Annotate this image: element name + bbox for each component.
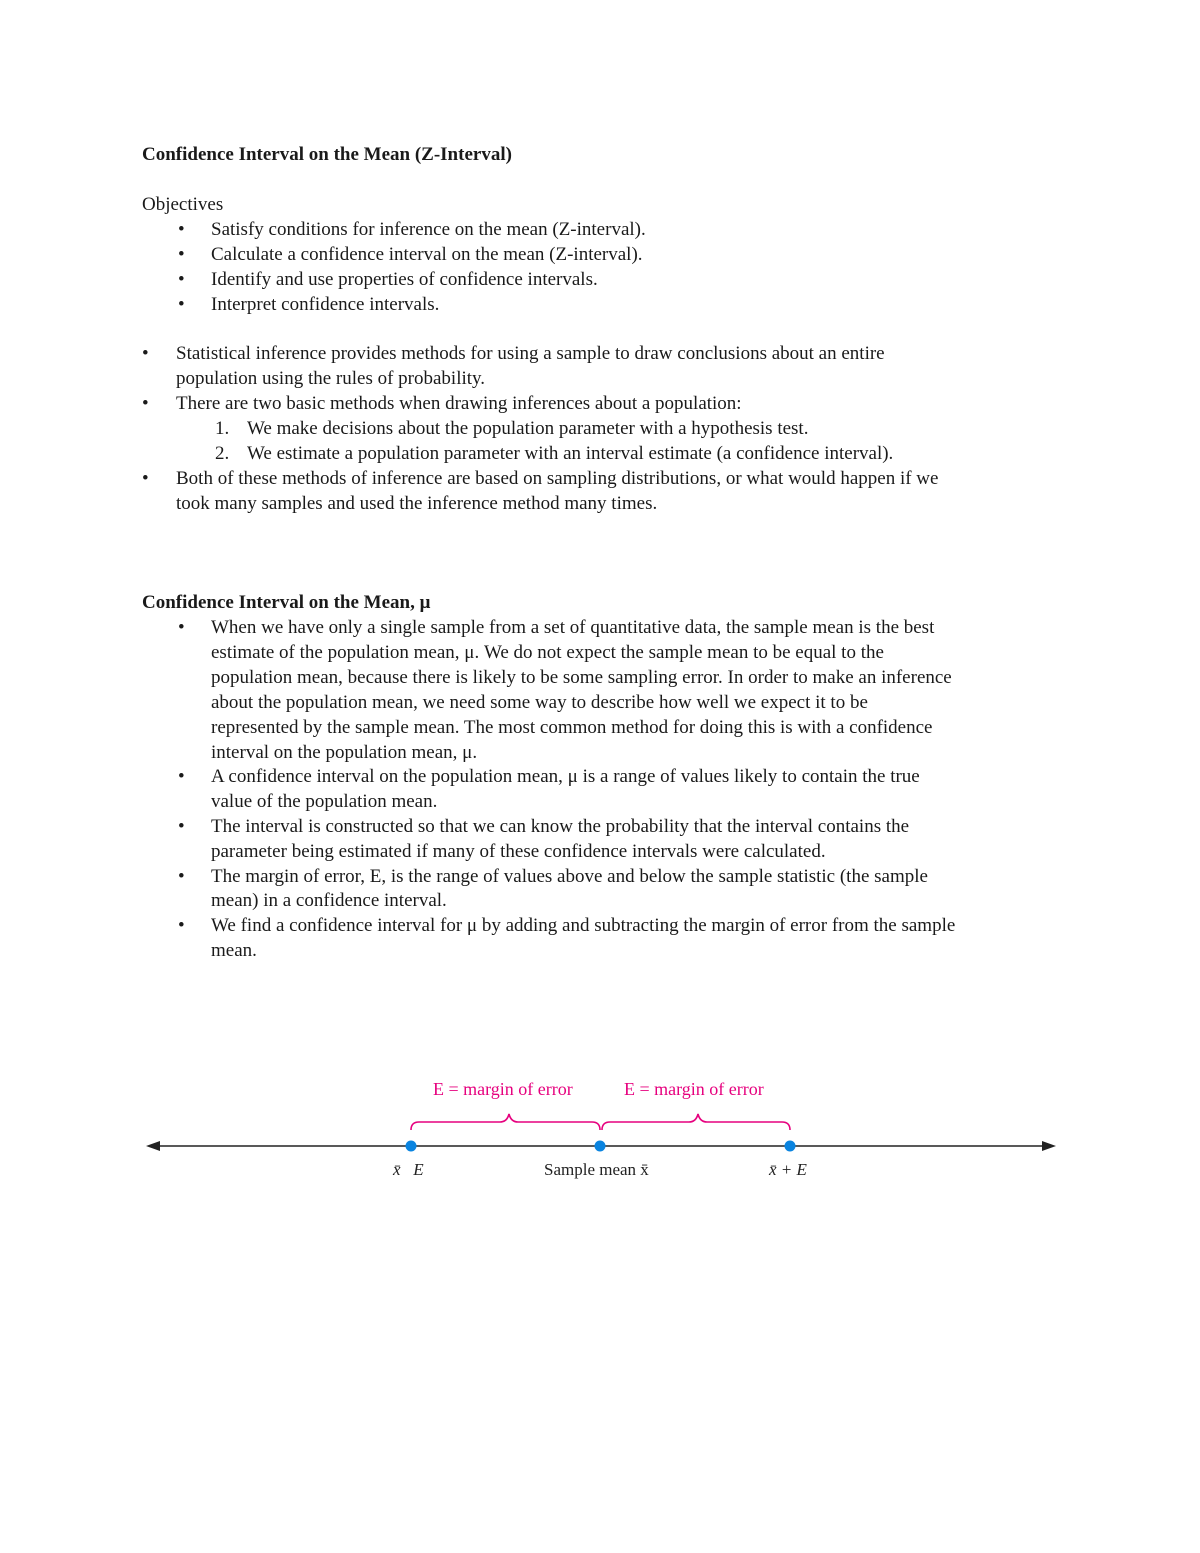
- bullet-marker: •: [142, 393, 149, 414]
- section-bullet-1-line: about the population mean, we need some way to describe how well we expect it to be: [211, 692, 868, 713]
- right-arrow-icon: [1042, 1141, 1056, 1151]
- tick-label-lower: x̄ E: [393, 1160, 424, 1179]
- intro-bullet-2: There are two basic methods when drawing inferences about a population:: [176, 393, 742, 414]
- section-bullet-1-line: interval on the population mean, μ.: [211, 742, 478, 763]
- section-bullet-2-line: value of the population mean.: [211, 791, 438, 812]
- point-upper-bound: [785, 1141, 796, 1152]
- bullet-marker: •: [178, 766, 185, 787]
- numbered-item: We make decisions about the population parameter with a hypothesis test.: [247, 418, 809, 439]
- intro-bullet-3-line-2: took many samples and used the inference method many times.: [176, 493, 658, 514]
- objective-item: Calculate a confidence interval on the mean (Z-interval).: [211, 244, 643, 265]
- section-heading: Confidence Interval on the Mean, μ: [142, 592, 431, 613]
- intro-bullet-3-line-1: Both of these methods of inference are based on sampling distributions, or what would happen if we: [176, 468, 939, 489]
- numbered-marker: 2.: [215, 443, 230, 464]
- section-bullet-3-line: parameter being estimated if many of these confidence intervals were calculated.: [211, 841, 826, 862]
- objective-item: Satisfy conditions for inference on the mean (Z-interval).: [211, 219, 646, 240]
- left-arrow-icon: [146, 1141, 160, 1151]
- bullet-marker: •: [178, 244, 185, 265]
- objective-item: Identify and use properties of confidence intervals.: [211, 269, 598, 290]
- section-bullet-1-line: represented by the sample mean. The most common method for doing this is with a confidence: [211, 717, 933, 738]
- bullet-marker: •: [178, 617, 185, 638]
- point-sample-mean: [595, 1141, 606, 1152]
- left-brace: [411, 1114, 600, 1130]
- section-bullet-2-line: A confidence interval on the population mean, μ is a range of values likely to contain the true: [211, 766, 920, 787]
- numbered-item: We estimate a population parameter with an interval estimate (a confidence interval).: [247, 443, 894, 464]
- bullet-marker: •: [178, 866, 185, 887]
- bullet-marker: •: [178, 816, 185, 837]
- section-bullet-1-line: population mean, because there is likely to be some sampling error. In order to make an inference: [211, 667, 952, 688]
- bullet-marker: •: [178, 294, 185, 315]
- document-title: Confidence Interval on the Mean (Z-Interval): [142, 144, 512, 165]
- bullet-marker: •: [178, 915, 185, 936]
- bullet-marker: •: [178, 219, 185, 240]
- numbered-marker: 1.: [215, 418, 230, 439]
- right-brace: [602, 1114, 790, 1130]
- tick-label-upper: x̄ + E: [769, 1160, 807, 1179]
- bullet-marker: •: [178, 269, 185, 290]
- point-lower-bound: [406, 1141, 417, 1152]
- tick-label-center: Sample mean x̄: [544, 1160, 649, 1179]
- bullet-marker: •: [142, 343, 149, 364]
- section-bullet-5-line: mean.: [211, 940, 257, 961]
- objective-item: Interpret confidence intervals.: [211, 294, 440, 315]
- brace-right-label: E = margin of error: [624, 1079, 764, 1099]
- section-bullet-4-line: mean) in a confidence interval.: [211, 890, 447, 911]
- section-bullet-4-line: The margin of error, E, is the range of values above and below the sample statistic (the sample: [211, 866, 928, 887]
- section-bullet-3-line: The interval is constructed so that we can know the probability that the interval contains the: [211, 816, 910, 837]
- bullet-marker: •: [142, 468, 149, 489]
- objectives-heading: Objectives: [142, 194, 224, 215]
- section-bullet-1-line: estimate of the population mean, μ. We do not expect the sample mean to be equal to the: [211, 642, 884, 663]
- intro-bullet-1-line-1: Statistical inference provides methods for using a sample to draw conclusions about an entire: [176, 343, 885, 364]
- brace-left-label: E = margin of error: [433, 1079, 573, 1099]
- section-bullet-5-line: We find a confidence interval for μ by adding and subtracting the margin of error from the sample: [211, 915, 956, 936]
- intro-bullet-1-line-2: population using the rules of probability.: [176, 368, 486, 389]
- section-bullet-1-line: When we have only a single sample from a set of quantitative data, the sample mean is the best: [211, 617, 935, 638]
